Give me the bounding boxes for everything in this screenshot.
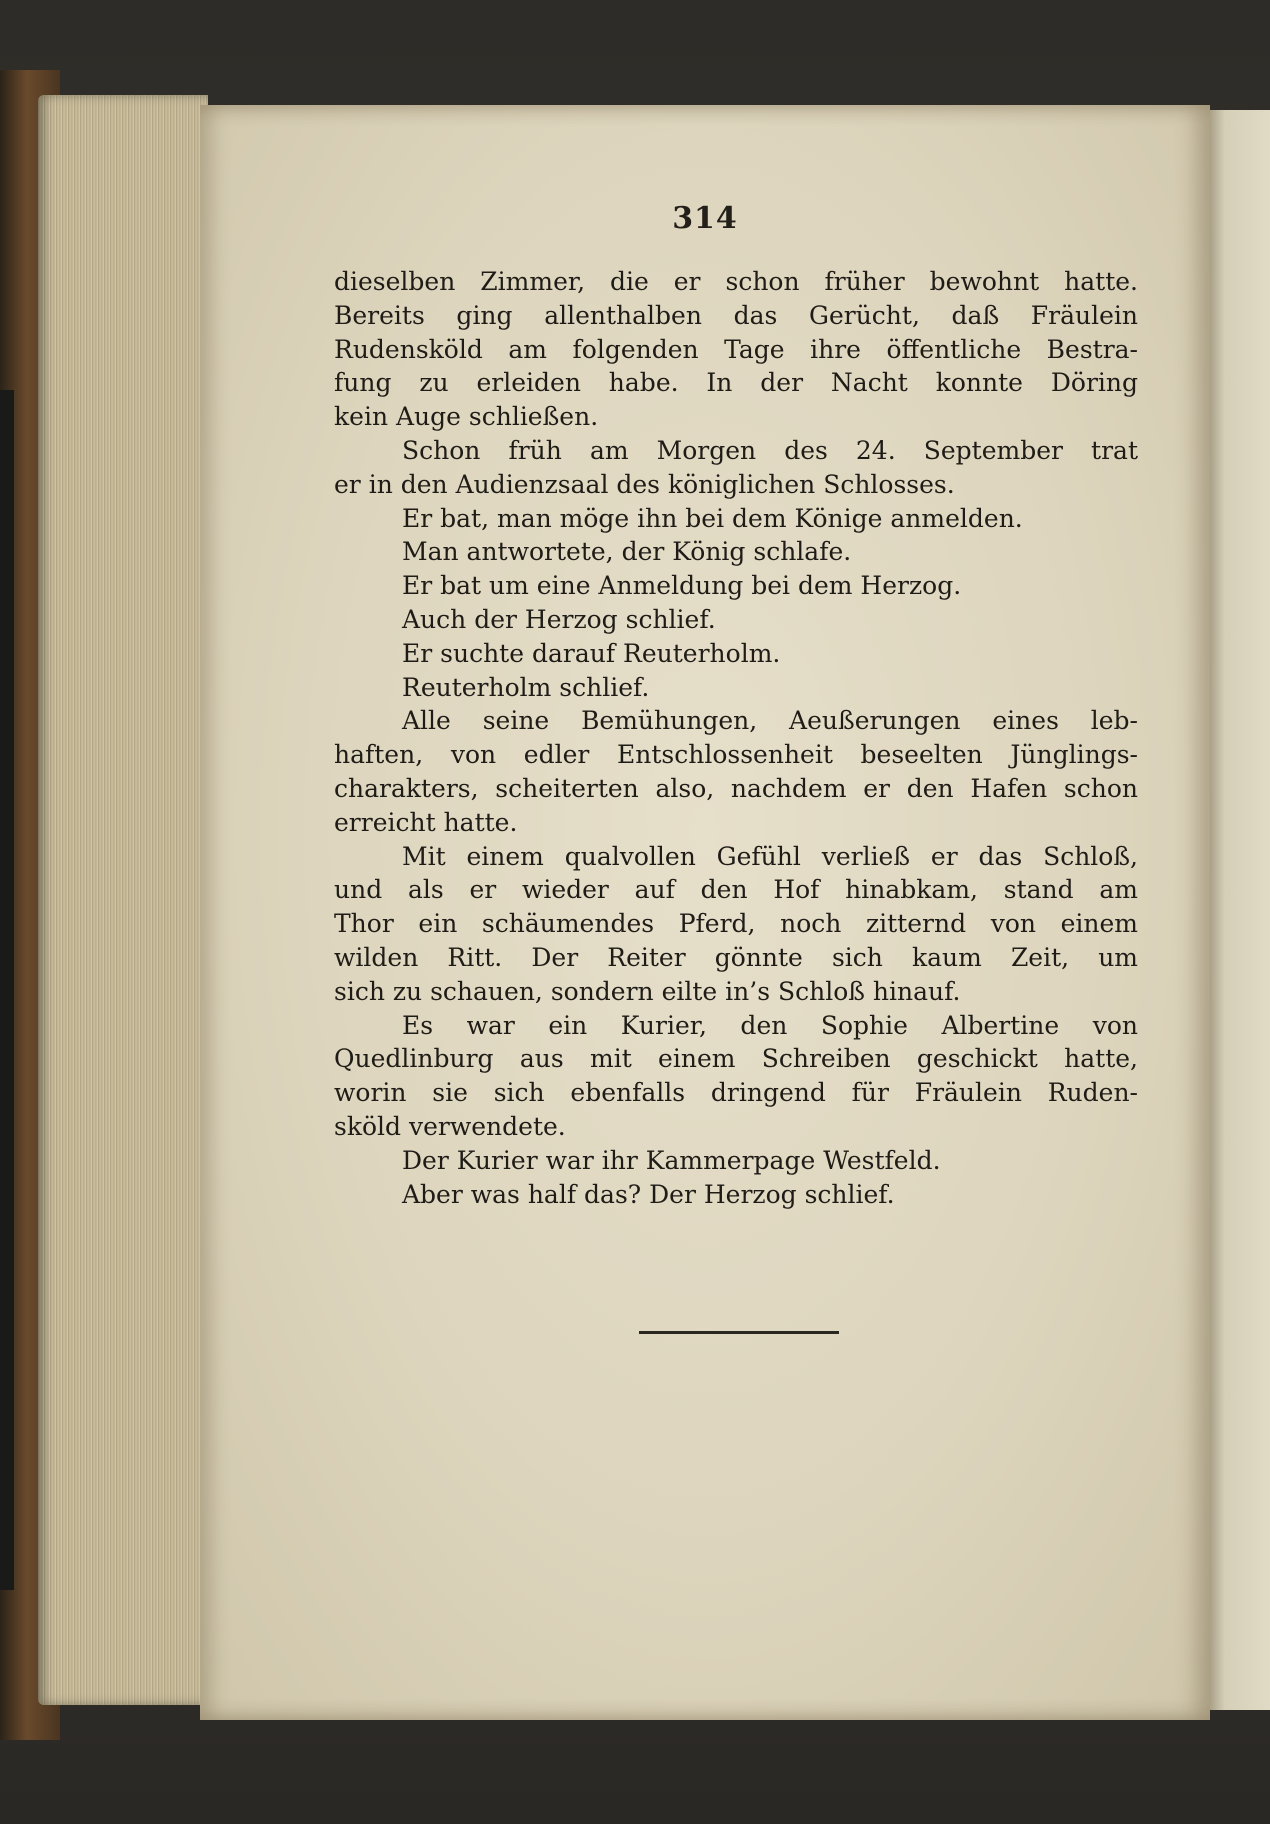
text-line: charakters, scheiterten also, nachdem er den Hafen schon: [334, 773, 1138, 803]
section-end-rule: [639, 1331, 839, 1334]
text-line: Reuterholm schlief.: [402, 672, 650, 702]
text-line: und als er wieder auf den Hof hinabkam, stand am: [334, 875, 1138, 905]
text-line: kein Auge schließen.: [334, 402, 599, 432]
body-text: [334, 265, 1138, 1211]
text-line: Quedlinburg aus mit einem Schreiben geschickt hatte,: [334, 1044, 1138, 1074]
text-line: wilden Ritt. Der Reiter gönnte sich kaum Zeit, um: [334, 942, 1138, 972]
text-line: Bereits ging allenthalben das Gerücht, daß Fräulein: [334, 300, 1138, 330]
text-line: Es war ein Kurier, den Sophie Albertine von: [402, 1010, 1138, 1040]
text-line: Thor ein schäumendes Pferd, noch zitternd von einem: [334, 909, 1138, 939]
text-line: Er suchte darauf Reuterholm.: [402, 638, 781, 668]
text-line: haften, von edler Entschlossenheit beseelten Jünglings-: [334, 740, 1138, 770]
text-line: erreicht hatte.: [334, 807, 518, 837]
page-edge-stack: [38, 95, 208, 1705]
cover-spine-stripe: [0, 390, 14, 1590]
text-line: Rudensköld am folgenden Tage ihre öffentliche Bestra-: [334, 334, 1138, 364]
text-line: Schon früh am Morgen des 24. September trat: [402, 435, 1138, 465]
text-line: Er bat um eine Anmeldung bei dem Herzog.: [402, 571, 962, 601]
text-line: fung zu erleiden habe. In der Nacht konnte Döring: [334, 368, 1138, 398]
facing-page-edge: [1210, 110, 1270, 1710]
text-line: Alle seine Bemühungen, Aeußerungen eines leb-: [402, 706, 1138, 736]
text-line: Aber was half das? Der Herzog schlief.: [402, 1179, 895, 1209]
book-page: [200, 105, 1210, 1720]
text-line: Er bat, man möge ihn bei dem Könige anmelden.: [402, 503, 1023, 533]
text-line: er in den Audienzsaal des königlichen Schlosses.: [334, 469, 955, 499]
text-line: worin sie sich ebenfalls dringend für Fräulein Ruden-: [334, 1078, 1138, 1108]
text-line: Auch der Herzog schlief.: [402, 604, 716, 634]
text-line: Der Kurier war ihr Kammerpage Westfeld.: [402, 1145, 941, 1175]
text-line: Mit einem qualvollen Gefühl verließ er das Schloß,: [402, 841, 1138, 871]
page-number: 314: [672, 201, 738, 236]
text-line: sich zu schauen, sondern eilte in’s Schloß hinauf.: [334, 976, 961, 1006]
text-line: Man antwortete, der König schlafe.: [402, 537, 852, 567]
text-line: dieselben Zimmer, die er schon früher bewohnt hatte.: [334, 267, 1138, 296]
text-line: sköld verwendete.: [334, 1111, 566, 1141]
